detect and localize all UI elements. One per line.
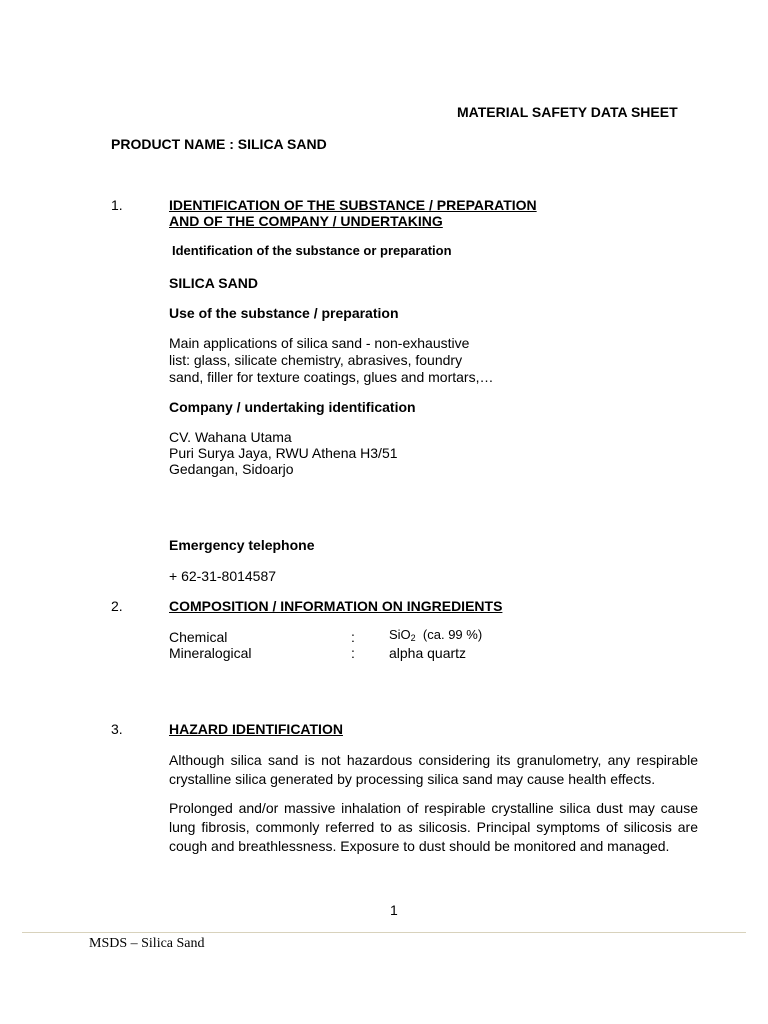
company-heading: Company / undertaking identification [169, 399, 416, 415]
paragraph-line: Although silica sand is not hazardous considering its granulometry, any respirable [169, 752, 698, 768]
composition-value-chemical: SiO2 (ca. 99 %) [389, 627, 483, 643]
section-1-number: 1. [111, 197, 123, 213]
document-title: MATERIAL SAFETY DATA SHEET [457, 104, 678, 120]
use-description [169, 335, 493, 386]
emergency-phone: + 62-31-8014587 [169, 568, 277, 584]
use-line: list: glass, silicate chemistry, abrasives, foundry [169, 352, 463, 368]
section-2-number: 2. [111, 598, 123, 614]
section-3-number: 3. [111, 721, 123, 737]
company-line: CV. Wahana Utama [169, 429, 292, 445]
composition-label-chemical: Chemical [169, 629, 228, 645]
page-number: 1 [390, 902, 398, 918]
hazard-paragraph-1 [169, 751, 698, 789]
composition-separator: : [351, 645, 355, 661]
emergency-heading: Emergency telephone [169, 537, 315, 553]
composition-value-mineralogical: alpha quartz [389, 645, 467, 661]
section-2-heading: COMPOSITION / INFORMATION ON INGREDIENTS [169, 598, 503, 614]
product-name: PRODUCT NAME : SILICA SAND [111, 136, 327, 152]
use-heading: Use of the substance / preparation [169, 305, 399, 321]
footer-divider [22, 932, 746, 933]
company-address [169, 429, 398, 477]
company-line: Puri Surya Jaya, RWU Athena H3/51 [169, 445, 398, 461]
section-1-heading-line2: AND OF THE COMPANY / UNDERTAKING [169, 213, 443, 229]
composition-label-mineralogical: Mineralogical [169, 645, 252, 661]
paragraph-line: lung fibrosis, commonly referred to as silicosis. Principal symptoms of silicosis are [169, 819, 698, 835]
paragraph-line: cough and breathlessness. Exposure to dust should be monitored and managed. [169, 838, 670, 854]
section-1-heading-line1: IDENTIFICATION OF THE SUBSTANCE / PREPARATION [169, 197, 537, 213]
use-line: Main applications of silica sand - non-exhaustive [169, 335, 470, 351]
hazard-paragraph-2 [169, 799, 698, 856]
footer-label: MSDS – Silica Sand [89, 936, 205, 951]
identification-label: Identification of the substance or preparation [172, 243, 452, 258]
company-line: Gedangan, Sidoarjo [169, 461, 294, 477]
section-3-heading: HAZARD IDENTIFICATION [169, 721, 343, 737]
use-line: sand, filler for texture coatings, glues and mortars,… [169, 369, 494, 385]
paragraph-line: crystalline silica generated by processing silica sand may cause health effects. [169, 771, 656, 787]
paragraph-line: Prolonged and/or massive inhalation of respirable crystalline silica dust may cause [169, 800, 698, 816]
substance-name: SILICA SAND [169, 275, 258, 291]
composition-separator: : [351, 629, 355, 645]
